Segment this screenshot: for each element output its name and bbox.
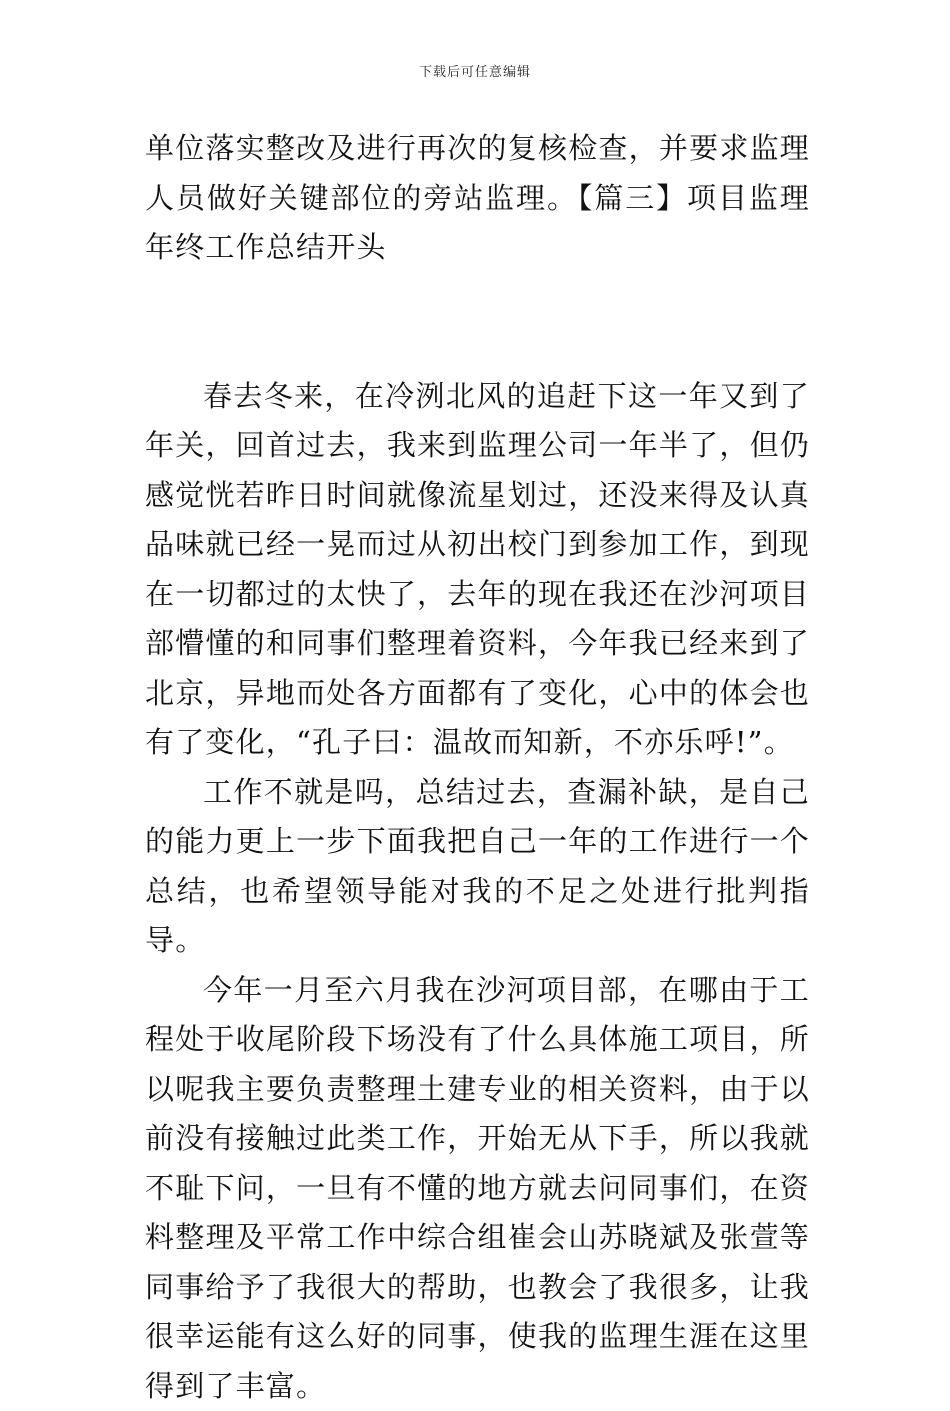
- paragraph: 工作不就是吗，总结过去，查漏补缺，是自己的能力更上一步下面我把自己一年的工作进行一个总结，也希望领导能对我的不足之处进行批判指导。: [145, 768, 810, 966]
- paragraph-spacer: [145, 273, 810, 372]
- paragraph: 春去冬来，在冷洌北风的追赶下这一年又到了年关，回首过去，我来到监理公司一年半了，但仍感觉恍若昨日时间就像流星划过，还没来得及认真品味就已经一晃而过从初出校门到参加工作，到现在一切都过的太快了，去年的现在我还在沙河项目部懵懂的和同事们整理着资料，今年我已经来到了北京，异地而处各方面都有了变化，心中的体会也有了变化，“孔子曰：温故而知新，不亦乐呼!”。: [145, 372, 810, 768]
- header-note: 下载后可任意编辑: [0, 64, 950, 82]
- paragraph: 今年一月至六月我在沙河项目部，在哪由于工程处于收尾阶段下场没有了什么具体施工项目，所以呢我主要负责整理土建专业的相关资料，由于以前没有接触过此类工作，开始无从下手，所以我就不耻下问，一旦有不懂的地方就去问同事们，在资料整理及平常工作中综合组崔会山苏晓斌及张萱等同事给予了我很大的帮助，也教会了我很多，让我很幸运能有这么好的同事，使我的监理生涯在这里得到了丰富。: [145, 966, 810, 1411]
- paragraph-continuation: 单位落实整改及进行再次的复核检查，并要求监理人员做好关键部位的旁站监理。【篇三】项目监理年终工作总结开头: [145, 124, 810, 273]
- document-body: [145, 124, 810, 1411]
